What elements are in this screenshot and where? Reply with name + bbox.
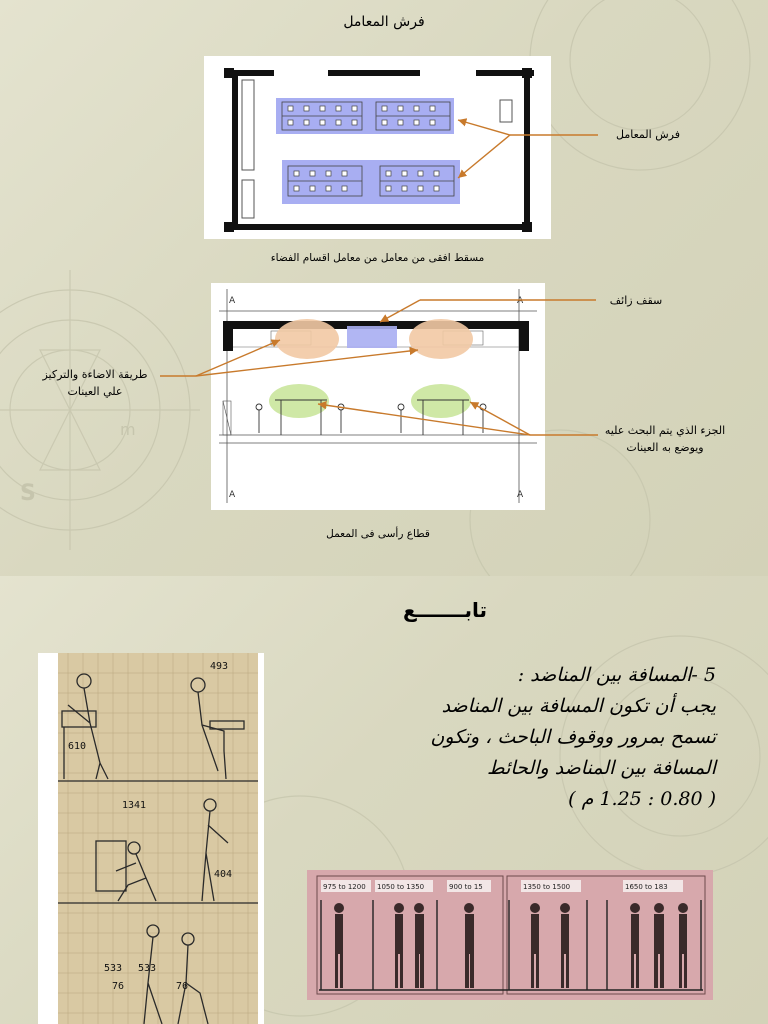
- item-heading: 5 -المسافة بين المناضد :: [517, 664, 716, 686]
- clearance-label: 1350 to 1500: [523, 883, 571, 891]
- item-line: المسافة بين المناضد والحائط: [487, 757, 716, 779]
- dimension-label: 1341: [122, 800, 147, 811]
- plan-caption: مسقط افقى من معامل من معامل اقسام الفضاء: [270, 252, 485, 264]
- clearance-between-tables-figure: [307, 870, 713, 1000]
- callout-research-line2: ويوضع به العينات: [626, 441, 704, 454]
- slide-2: [0, 576, 768, 1024]
- postures-drawing: [38, 653, 264, 1024]
- slide-title: فرش المعامل: [343, 14, 425, 30]
- clearance-drawing: [307, 870, 713, 1000]
- section-mark: A: [517, 490, 524, 500]
- section-mark: A: [517, 296, 524, 306]
- anthropometric-working-postures: [38, 653, 264, 1024]
- lab-vertical-section: [211, 283, 545, 510]
- section-mark: A: [229, 490, 236, 500]
- callout-lighting-line2: علي العينات: [67, 385, 123, 398]
- svg-text:m: m: [120, 420, 136, 439]
- lab-floor-plan: [204, 56, 551, 239]
- dimension-label: 533: [138, 963, 157, 974]
- section-mark: A: [229, 296, 236, 306]
- floor-plan-drawing: [204, 56, 551, 239]
- dimension-label: 404: [214, 869, 233, 880]
- callout-lighting-line1: طريقة الاضاءة والتركيز: [42, 368, 148, 381]
- continued-heading: تابـــــــع: [402, 598, 488, 622]
- clearance-label: 900 to 15: [449, 883, 483, 891]
- clearance-label: 1050 to 1350: [377, 883, 425, 891]
- table-spacing-text: [356, 660, 716, 815]
- section-drawing: [211, 283, 545, 510]
- clearance-label: 1650 to 183: [625, 883, 668, 891]
- item-measure: ( 0.80 : 1.25 م ): [568, 788, 716, 810]
- callout-research-line1: الجزء الذي يتم البحث عليه: [604, 424, 726, 437]
- clearance-label: 975 to 1200: [323, 883, 366, 891]
- callout-lab-furniture: فرش المعامل: [616, 128, 680, 141]
- dimension-label: 610: [68, 741, 87, 752]
- item-line: يجب أن تكون المسافة بين المناضد: [441, 695, 716, 717]
- section-caption: قطاع رأسى فى المعمل: [326, 528, 430, 540]
- dimension-label: 533: [104, 963, 123, 974]
- dimension-label: 76: [176, 981, 189, 992]
- svg-text:S: S: [20, 481, 36, 506]
- item-line: تسمح بمرور ووقوف الباحث ، وتكون: [430, 726, 716, 748]
- dimension-label: 76: [112, 981, 125, 992]
- callout-false-ceiling: سقف زائف: [609, 294, 663, 307]
- dimension-label: 493: [210, 661, 229, 672]
